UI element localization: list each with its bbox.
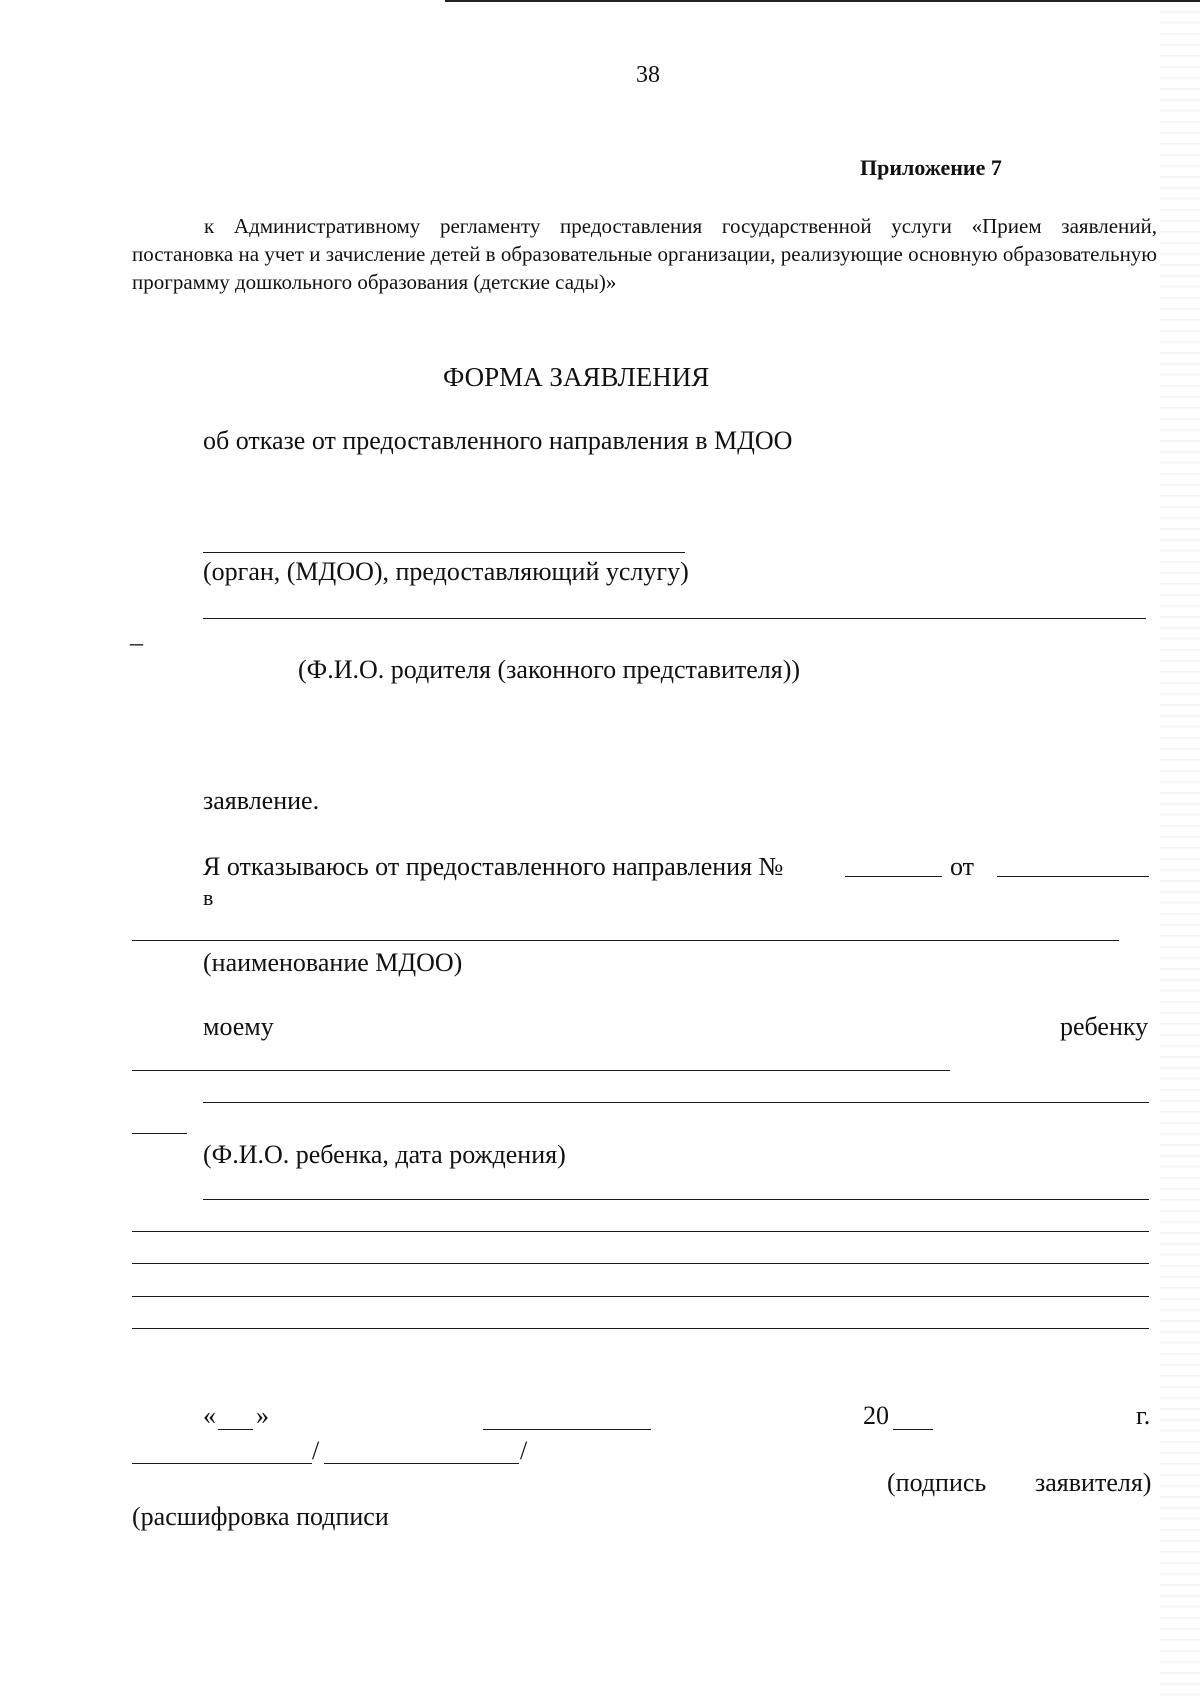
child-line-3[interactable] [132,1133,187,1134]
extra-line-5[interactable] [132,1328,1149,1329]
form-title: ФОРМА ЗАЯВЛЕНИЯ [443,362,710,392]
year-suffix: г. [1136,1401,1151,1430]
year-line[interactable] [893,1429,933,1430]
parent-fio-line[interactable] [203,618,1146,619]
decoding-label: (расшифровка подписи [132,1502,389,1531]
applicant-signature-label: (подпись [887,1468,987,1497]
scan-edge-noise [1160,0,1200,1703]
month-line[interactable] [483,1429,651,1430]
my-word: моему [203,1012,274,1041]
page-number: 38 [636,62,660,88]
regulation-text: к Административному регламенту предоставления государственной услуги «Прием заявлений, постановка на учет и зачисление детей в образовательные организации, реализующие основную образовательную программу дошкольного образования (детские сады)» [132,214,1157,294]
signature-slash-1: / [312,1436,320,1465]
decoding-line[interactable] [324,1463,519,1464]
direction-number-line[interactable] [845,876,942,877]
extra-line-4[interactable] [132,1296,1149,1297]
direction-date-line[interactable] [997,876,1149,877]
appendix-title: Приложение 7 [860,155,1002,180]
statement-word: заявление. [203,786,320,815]
signature-line[interactable] [132,1463,312,1464]
child-word: ребенку [1060,1012,1149,1041]
refuse-text: Я отказываюсь от предоставленного направления № [203,852,784,881]
applicant-word: заявителя) [1035,1468,1152,1497]
year-prefix: 20 [863,1401,889,1430]
mdoo-name-label: (наименование МДОО) [203,948,463,977]
from-word: от [950,852,975,881]
in-word: в [203,885,214,910]
organ-label: (орган, (МДОО), предоставляющий услугу) [203,557,689,586]
organ-line[interactable] [203,552,685,553]
extra-line-2[interactable] [132,1231,1149,1232]
child-line-2[interactable] [203,1102,1149,1103]
form-subtitle: об отказе от предоставленного направления в МДОО [203,426,793,455]
child-fio-label: (Ф.И.О. ребенка, дата рождения) [203,1140,566,1169]
scan-top-edge [445,0,1200,2]
mdoo-name-line[interactable] [132,940,1119,941]
child-line-1[interactable] [132,1070,950,1071]
extra-line-3[interactable] [132,1263,1149,1264]
parent-fio-label: (Ф.И.О. родителя (законного представителя)) [298,655,801,684]
date-quote-close: » [256,1401,269,1430]
date-quote-open: « [203,1401,216,1430]
day-line[interactable] [218,1429,253,1430]
extra-line-1[interactable] [203,1199,1149,1200]
dash-mark: – [130,628,143,657]
signature-slash-2: / [520,1436,528,1465]
